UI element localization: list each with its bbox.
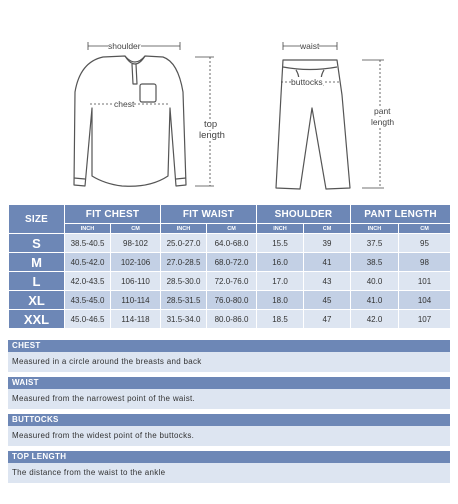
buttocks-label: buttocks [291, 77, 323, 87]
table-cell: 95 [399, 234, 451, 253]
table-cell: 16.0 [257, 253, 304, 272]
fit-waist-header: FIT WAIST [161, 205, 257, 224]
definition-text-chest: Measured in a circle around the breasts and back [8, 352, 450, 372]
unit-header: CM [399, 224, 451, 234]
table-cell: 28.5-30.0 [161, 272, 207, 291]
table-cell: 45.0-46.5 [65, 310, 111, 329]
size-name: S [9, 234, 65, 253]
table-cell: 114-118 [111, 310, 161, 329]
garment-illustration [0, 0, 458, 200]
unit-header: INCH [351, 224, 399, 234]
shoulder-label: shoulder [108, 41, 141, 51]
unit-header: INCH [65, 224, 111, 234]
table-cell: 27.0-28.5 [161, 253, 207, 272]
table-cell: 107 [399, 310, 451, 329]
table-row [9, 310, 451, 329]
waist-label: waist [300, 41, 320, 51]
definition-text-waist: Measured from the narrowest point of the waist. [8, 389, 450, 409]
size-name: XL [9, 291, 65, 310]
table-cell: 64.0-68.0 [207, 234, 257, 253]
definition-title-buttocks: BUTTOCKS [8, 414, 450, 426]
size-diagram [0, 0, 458, 200]
table-header-row [9, 205, 451, 224]
size-header: SIZE [9, 205, 65, 234]
table-unit-row [9, 224, 451, 234]
table-cell: 43.5-45.0 [65, 291, 111, 310]
fit-chest-header: FIT CHEST [65, 205, 161, 224]
pant-length-label-line2: length [371, 117, 395, 127]
table-row [9, 272, 451, 291]
table-cell: 25.0-27.0 [161, 234, 207, 253]
table-cell: 39 [304, 234, 351, 253]
table-cell: 18.5 [257, 310, 304, 329]
table-cell: 110-114 [111, 291, 161, 310]
table-cell: 106-110 [111, 272, 161, 291]
table-cell: 40.0 [351, 272, 399, 291]
table-cell: 68.0-72.0 [207, 253, 257, 272]
table-cell: 98-102 [111, 234, 161, 253]
definition-text-buttocks: Measured from the widest point of the buttocks. [8, 426, 450, 446]
pant-length-label-line1: pant [374, 106, 391, 116]
unit-header: INCH [257, 224, 304, 234]
table-row [9, 291, 451, 310]
size-name: L [9, 272, 65, 291]
table-cell: 18.0 [257, 291, 304, 310]
table-cell: 15.5 [257, 234, 304, 253]
table-cell: 47 [304, 310, 351, 329]
unit-header: CM [304, 224, 351, 234]
definition-title-top-length: TOP LENGTH [8, 451, 450, 463]
table-cell: 80.0-86.0 [207, 310, 257, 329]
table-cell: 41 [304, 253, 351, 272]
table-cell: 101 [399, 272, 451, 291]
table-cell: 31.5-34.0 [161, 310, 207, 329]
table-cell: 98 [399, 253, 451, 272]
unit-header: INCH [161, 224, 207, 234]
shoulder-header: SHOULDER [257, 205, 351, 224]
table-cell: 38.5-40.5 [65, 234, 111, 253]
table-cell: 17.0 [257, 272, 304, 291]
pant-length-header: PANT LENGTH [351, 205, 451, 224]
size-name: XXL [9, 310, 65, 329]
table-cell: 40.5-42.0 [65, 253, 111, 272]
unit-header: CM [111, 224, 161, 234]
definition-title-chest: CHEST [8, 340, 450, 352]
table-row [9, 234, 451, 253]
table-cell: 76.0-80.0 [207, 291, 257, 310]
table-cell: 42.0-43.5 [65, 272, 111, 291]
table-cell: 104 [399, 291, 451, 310]
unit-header: CM [207, 224, 257, 234]
table-cell: 37.5 [351, 234, 399, 253]
size-name: M [9, 253, 65, 272]
size-table [8, 204, 451, 329]
top-length-label-line1: top [204, 119, 218, 130]
table-cell: 72.0-76.0 [207, 272, 257, 291]
table-cell: 41.0 [351, 291, 399, 310]
table-row [9, 253, 451, 272]
table-cell: 102-106 [111, 253, 161, 272]
table-cell: 38.5 [351, 253, 399, 272]
table-cell: 42.0 [351, 310, 399, 329]
definition-text-top-length: The distance from the waist to the ankle [8, 463, 450, 483]
top-length-label-line2: length [199, 130, 225, 141]
table-cell: 43 [304, 272, 351, 291]
chest-label: chest [114, 99, 135, 109]
measurement-definitions [8, 340, 450, 488]
shirt-outline-icon [74, 56, 186, 186]
table-cell: 45 [304, 291, 351, 310]
definition-title-waist: WAIST [8, 377, 450, 389]
table-cell: 28.5-31.5 [161, 291, 207, 310]
